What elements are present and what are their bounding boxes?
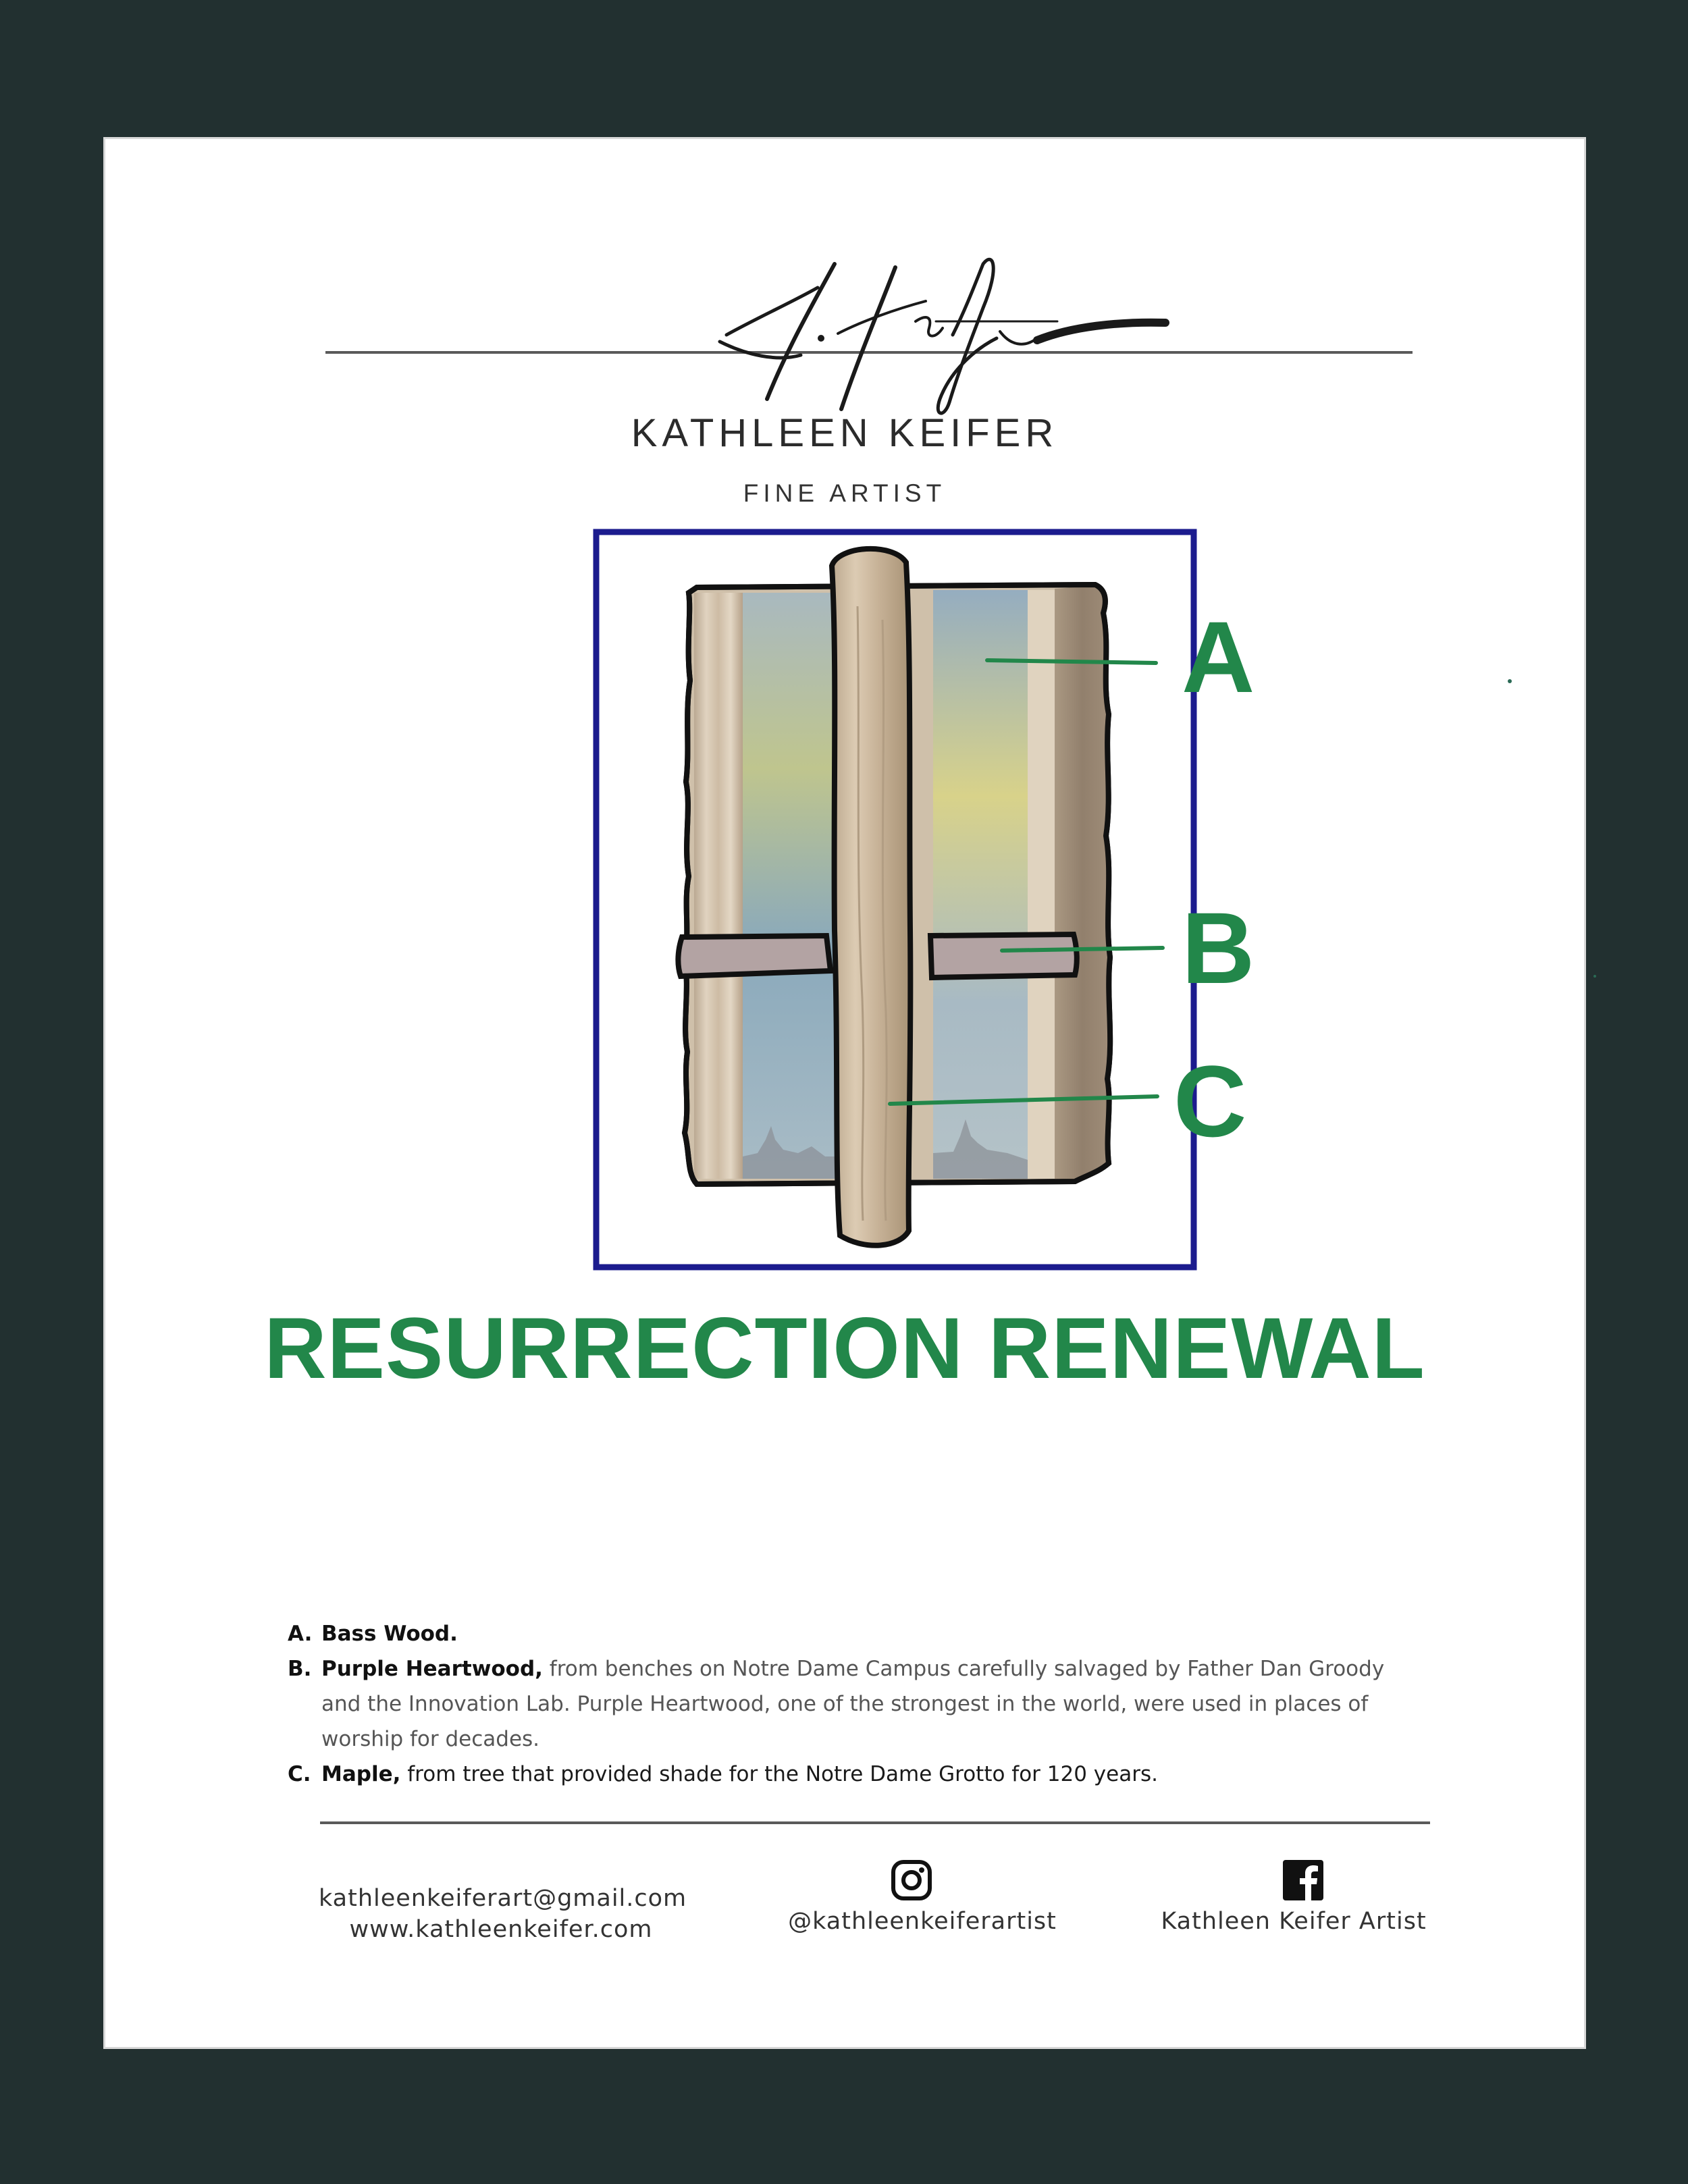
callout-line-a	[987, 660, 1156, 663]
materials-legend	[288, 1616, 1408, 1792]
legend-description: from benches on Notre Dame Campus carefully salvaged by Father Dan Groody and the Innovation Lab. Purple Heartwood, one of the strongest in the world, were used in places of worship for decades.	[321, 1657, 1385, 1751]
instagram-icon	[890, 1859, 933, 1902]
artist-name: KATHLEEN KEIFER	[631, 411, 1059, 455]
contact-email[interactable]: kathleenkeiferart@gmail.com	[319, 1885, 687, 1912]
legend-letter: A.	[288, 1622, 313, 1646]
callout-letter-a: A	[1182, 600, 1255, 714]
facebook-icon	[1283, 1860, 1323, 1900]
instagram-handle[interactable]: @kathleenkeiferartist	[788, 1908, 1057, 1935]
legend-term: Maple,	[321, 1762, 401, 1786]
callout-letter-c: C	[1173, 1044, 1247, 1158]
artist-subtitle: FINE ARTIST	[743, 479, 947, 507]
footer-divider	[320, 1821, 1430, 1824]
legend-item-b	[288, 1651, 1408, 1757]
legend-term: Bass Wood.	[321, 1622, 458, 1646]
callout-letter-b: B	[1182, 891, 1255, 1005]
stray-dot	[1593, 975, 1596, 978]
info-sheet	[105, 139, 1584, 2047]
legend-item-c	[288, 1757, 1408, 1792]
legend-letter: B.	[288, 1657, 312, 1681]
legend-description: from tree that provided shade for the Notre Dame Grotto for 120 years.	[407, 1762, 1158, 1786]
signature-logo	[693, 254, 1179, 423]
callout-line-b	[1002, 948, 1163, 951]
artwork-diagram	[487, 525, 1255, 1273]
legend-item-a	[288, 1616, 1408, 1651]
stray-dot	[1508, 679, 1512, 683]
legend-term: Purple Heartwood,	[321, 1657, 543, 1681]
facebook-name[interactable]: Kathleen Keifer Artist	[1161, 1908, 1427, 1935]
contact-website[interactable]: www.kathleenkeifer.com	[349, 1916, 653, 1943]
legend-letter: C.	[288, 1762, 311, 1786]
artwork-title: RESURRECTION RENEWAL	[264, 1300, 1425, 1397]
